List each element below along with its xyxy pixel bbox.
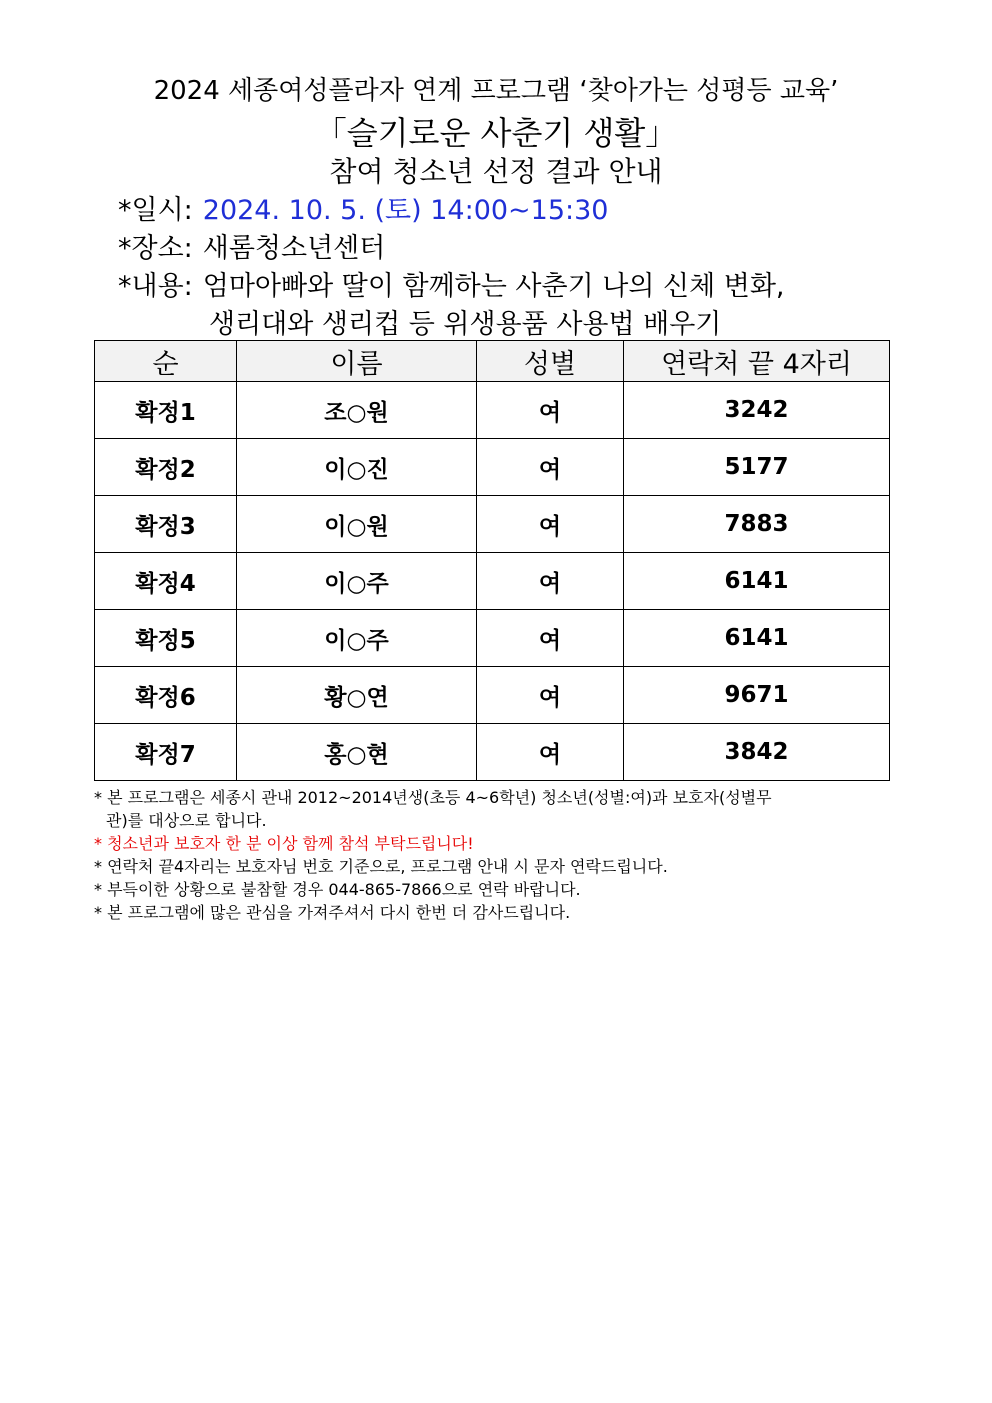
cell-name: 이○주 [237, 553, 477, 610]
cell-order: 확정7 [95, 724, 237, 781]
table-row [95, 439, 890, 496]
cell-gender: 여 [477, 667, 624, 724]
cell-gender: 여 [477, 382, 624, 439]
place-value: 새롬청소년센터 [202, 233, 386, 264]
program-subtitle: 「슬기로운 사춘기 생활」 [314, 114, 678, 152]
cell-gender: 여 [477, 496, 624, 553]
date-label: *일시: [118, 195, 193, 226]
table-row [95, 724, 890, 781]
cell-name: 홍○현 [237, 724, 477, 781]
cell-order: 확정1 [95, 382, 237, 439]
cell-phone: 5177 [624, 439, 890, 496]
content-value-line1: 엄마아빠와 딸이 함께하는 사춘기 나의 신체 변화, [202, 271, 785, 302]
place-row [118, 226, 385, 265]
cell-order: 확정6 [95, 667, 237, 724]
cell-phone: 6141 [624, 610, 890, 667]
cell-gender: 여 [477, 553, 624, 610]
cell-phone: 7883 [624, 496, 890, 553]
table-header-row [95, 341, 890, 382]
table-row [95, 382, 890, 439]
cell-order: 확정5 [95, 610, 237, 667]
notes-section [94, 786, 909, 924]
header-name: 이름 [237, 341, 477, 382]
cell-order: 확정4 [95, 553, 237, 610]
note-eligibility: * 본 프로그램은 세종시 관내 2012~2014년생(초등 4~6학년) 청소년(성별:여)과 보호자(성별무 [94, 788, 772, 807]
place-label: *장소: [118, 233, 193, 264]
content-row [118, 264, 784, 303]
header-gender: 성별 [477, 341, 624, 382]
cell-order: 확정3 [95, 496, 237, 553]
table-row [95, 667, 890, 724]
cell-gender: 여 [477, 610, 624, 667]
note-contact-info: * 연락처 끝4자리는 보호자님 번호 기준으로, 프로그램 안내 시 문자 연락드립니다. [94, 857, 668, 876]
table-row [95, 610, 890, 667]
cell-gender: 여 [477, 439, 624, 496]
date-row [118, 188, 608, 227]
note-attendance-warning: * 청소년과 보호자 한 분 이상 함께 참석 부탁드립니다! [94, 834, 474, 853]
note-absence-contact: * 부득이한 상황으로 불참할 경우 044-865-7866으로 연락 바랍니다. [94, 880, 581, 899]
note-thanks: * 본 프로그램에 많은 관심을 가져주셔서 다시 한번 더 감사드립니다. [94, 903, 571, 922]
cell-name: 이○주 [237, 610, 477, 667]
program-title: 2024 세종여성플라자 연계 프로그램 ‘찾아가는 성평등 교육’ [153, 76, 839, 106]
cell-name: 이○진 [237, 439, 477, 496]
cell-phone: 9671 [624, 667, 890, 724]
cell-order: 확정2 [95, 439, 237, 496]
table-row [95, 553, 890, 610]
content-label: *내용: [118, 271, 193, 302]
cell-name: 조○원 [237, 382, 477, 439]
cell-phone: 6141 [624, 553, 890, 610]
header-order: 순 [95, 341, 237, 382]
cell-phone: 3842 [624, 724, 890, 781]
date-value: 2024. 10. 5. (토) 14:00~15:30 [202, 195, 609, 226]
cell-phone: 3242 [624, 382, 890, 439]
cell-name: 이○원 [237, 496, 477, 553]
note-eligibility-continued: 관)를 대상으로 합니다. [106, 811, 267, 830]
cell-gender: 여 [477, 724, 624, 781]
table-row [95, 496, 890, 553]
cell-name: 황○연 [237, 667, 477, 724]
header-phone: 연락처 끝 4자리 [624, 341, 890, 382]
participant-table [94, 340, 890, 781]
content-value-line2: 생리대와 생리컵 등 위생용품 사용법 배우기 [209, 309, 722, 340]
announcement-heading: 참여 청소년 선정 결과 안내 [329, 155, 663, 188]
